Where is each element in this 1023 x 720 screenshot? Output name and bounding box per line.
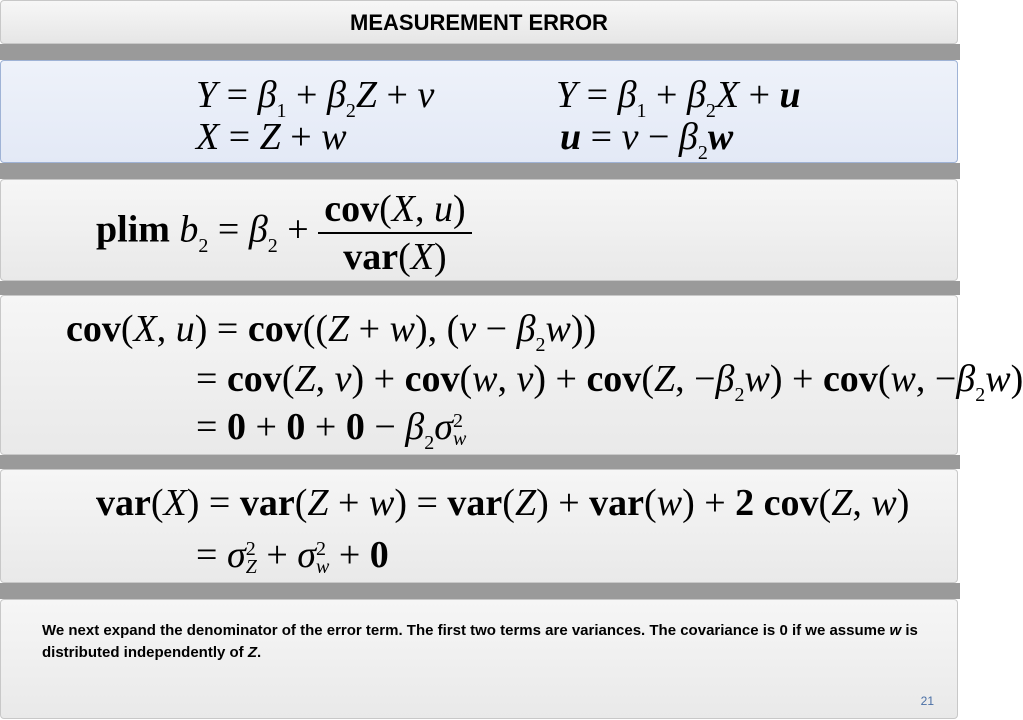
slide-title-text: MEASUREMENT ERROR	[350, 10, 608, 35]
equation-measurement: X = Z + w	[196, 116, 347, 158]
page-number: 21	[920, 694, 934, 708]
separator-bar	[0, 281, 960, 295]
equation-cov-line1: cov(X, u) = cov((Z + w), $(v - \beta_2w)$)	[66, 308, 597, 356]
equation-cov-line2: = cov(Z, v) + cov(w, v) + cov(Z, $-\beta_2w) + cov(w$, $-\beta_2w$)	[196, 358, 1023, 406]
separator-bar	[0, 583, 960, 599]
caption-var-z: Z	[247, 644, 258, 661]
separator-bar	[0, 44, 960, 60]
model-equations-panel	[0, 60, 958, 163]
separator-bar	[0, 163, 960, 179]
equation-true-model: $Y = \beta_1 + \beta_2Z + v$	[196, 74, 435, 122]
equation-cov-line3: = $0 + 0 + 0 - \beta_2\sigma$ 2 w	[196, 406, 467, 454]
equation-fitted-model: $Y = \beta_1 + \beta_2X + u$	[556, 74, 801, 122]
equation-plim: plim $b_2 = \beta_2$ + $\frac{\text{cov(X, u)}}{\text{var(X)}}$	[96, 190, 472, 276]
separator-bar	[0, 455, 960, 469]
caption-part-2: is distributed independently of	[42, 622, 918, 661]
equation-disturbance: $u = v - \beta_2w$	[560, 116, 734, 164]
caption-part-3: .	[257, 644, 262, 661]
caption-text	[42, 620, 922, 664]
equation-var-line2: = σ 2 Z + σ 2 w + 0	[196, 534, 389, 579]
equation-var-line1: var(X) = var(Z + w) = var(Z) + var(w) + 2 cov(Z, w)	[96, 482, 910, 524]
caption-part-1: We next expand the denominator of the error term. The first two terms are variances. The covariance is 0 if we assume	[42, 622, 890, 639]
caption-var-w: w	[889, 622, 902, 639]
slide-title	[0, 0, 958, 44]
